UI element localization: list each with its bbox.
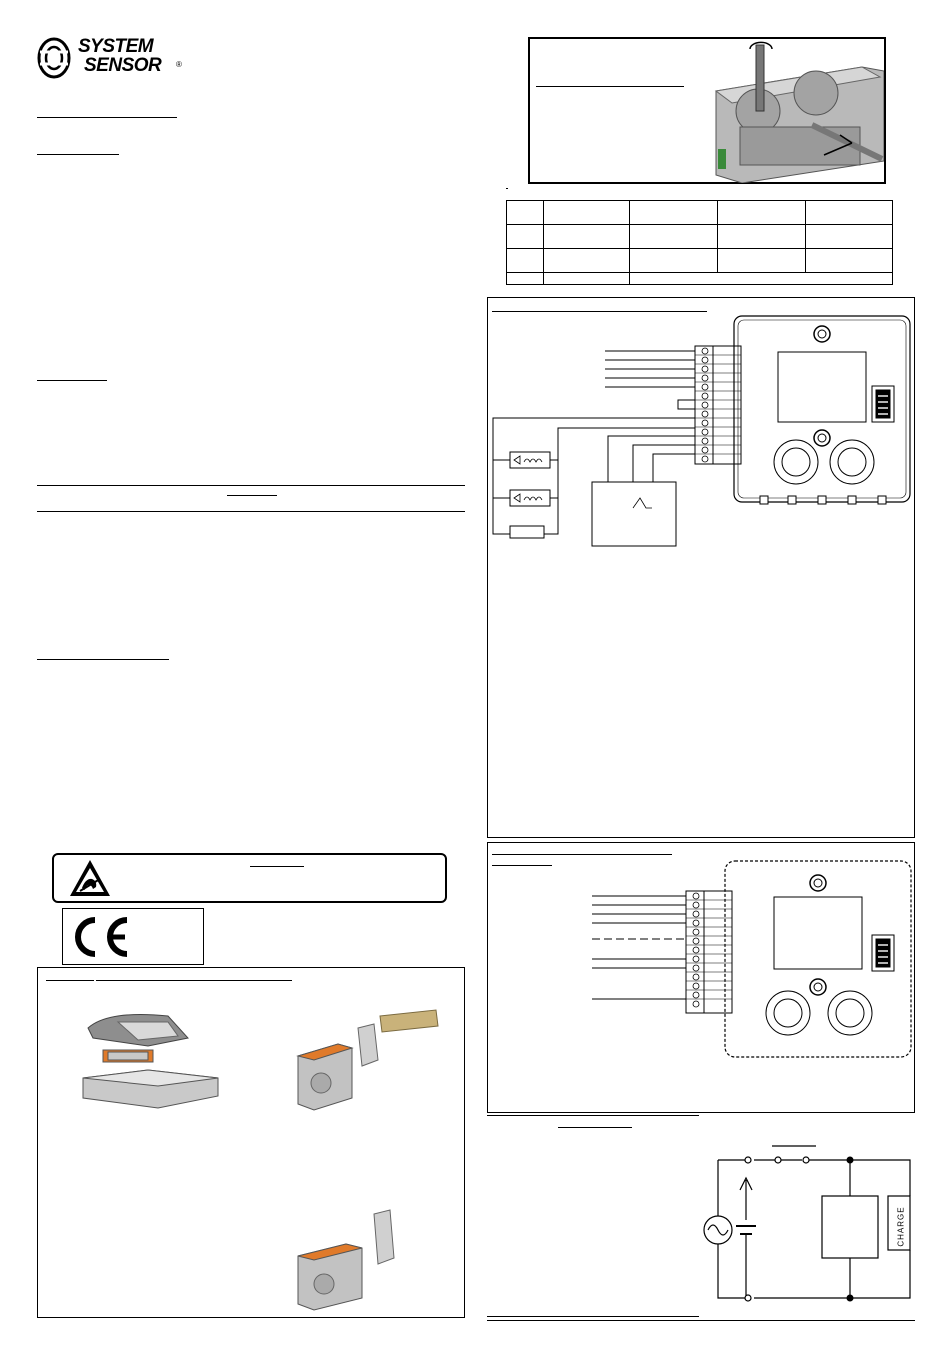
spec-table-row	[507, 273, 893, 285]
mounting-caption-rule-b	[96, 980, 292, 981]
esd-warning-rule	[250, 866, 304, 867]
spec-table-row	[507, 249, 893, 273]
address-switch-figure	[528, 37, 886, 184]
mounting-caption-rule-a	[46, 980, 94, 981]
page-bottom-rule	[487, 1320, 915, 1321]
wiring2-schematic	[488, 857, 914, 1107]
section-rule-2	[37, 154, 119, 155]
power-section-subrule	[558, 1127, 632, 1128]
section-rule-4	[37, 485, 465, 486]
section-rule-3	[37, 380, 107, 381]
esd-warning-box	[52, 853, 447, 903]
spec-table-row	[507, 201, 893, 225]
module-clip-illustration	[296, 1208, 436, 1313]
brand-line-1: SYSTEM	[78, 36, 154, 57]
exploded-mount-illustration	[78, 1008, 228, 1113]
registered-mark: ®	[176, 60, 182, 69]
mounting-figure	[37, 967, 465, 1318]
section-rule-6	[37, 511, 465, 512]
address-caption-rule	[536, 86, 684, 87]
power-section-rule-top	[487, 1115, 699, 1116]
esd-warning-icon	[68, 858, 112, 898]
power-section-rule-bottom	[487, 1316, 699, 1317]
spec-table	[506, 200, 893, 285]
spec-table-row	[507, 225, 893, 249]
din-rail-module-illustration	[296, 1008, 461, 1113]
table-tick	[506, 188, 508, 189]
section-rule-5	[227, 495, 277, 496]
ce-mark-icon	[69, 914, 133, 960]
ce-box	[62, 908, 204, 965]
wiring2-caption-rule-a	[492, 854, 672, 855]
section-rule-1	[37, 117, 177, 118]
section-rule-7	[37, 659, 169, 660]
charge-label: CHARGE	[896, 1206, 906, 1247]
system-sensor-logo-icon	[36, 36, 76, 80]
brand-logo	[36, 36, 186, 80]
wiring1-schematic	[488, 312, 914, 552]
brand-line-2: SENSOR	[84, 55, 162, 76]
power-supply-schematic	[696, 1140, 918, 1310]
wiring-diagram-2	[487, 842, 915, 1113]
device-photo	[712, 41, 884, 183]
wiring-diagram-1	[487, 297, 915, 838]
